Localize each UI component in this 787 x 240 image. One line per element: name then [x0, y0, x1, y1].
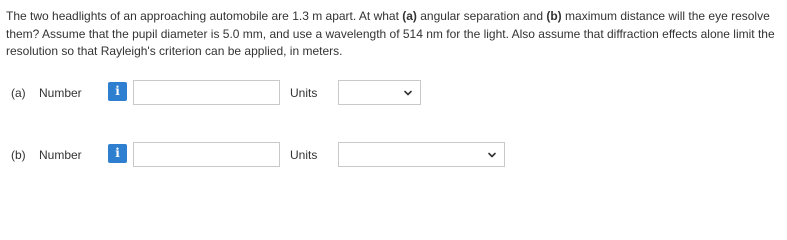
- number-label-a: Number: [39, 86, 82, 100]
- number-input-b[interactable]: [133, 142, 280, 167]
- question-text-1: The two headlights of an approaching automobile are 1.3 m apart. At what: [6, 9, 403, 23]
- info-icon-glyph: i: [115, 84, 120, 98]
- part-label-a: (a): [11, 86, 26, 100]
- question-text: [6, 8, 784, 61]
- chevron-down-icon: [403, 88, 413, 98]
- answer-row-b: [11, 142, 531, 169]
- units-label-b: Units: [290, 148, 318, 162]
- answer-row-a: [11, 80, 531, 107]
- units-label-a: Units: [290, 86, 318, 100]
- info-icon-glyph: i: [115, 146, 120, 160]
- number-input-a[interactable]: [133, 80, 280, 105]
- chevron-down-icon: [487, 150, 497, 160]
- number-label-b: Number: [39, 148, 82, 162]
- part-label-b: (b): [11, 148, 26, 162]
- question-text-3: maximum distance will the eye resolve them? Assume that the pupil diameter is 5.0 mm, and use a wavelength of 514 nm for the light. Also assume that diffraction effects alone limit the resolution so that Rayleigh's criterion can be applied, in meters.: [6, 9, 775, 58]
- part-b-reference: (b): [546, 9, 562, 23]
- part-a-reference: (a): [402, 9, 417, 23]
- units-select-a[interactable]: [338, 80, 421, 105]
- units-select-b[interactable]: [338, 142, 505, 167]
- info-icon[interactable]: [108, 144, 127, 163]
- info-icon[interactable]: [108, 82, 127, 101]
- question-text-2: angular separation and: [416, 9, 547, 23]
